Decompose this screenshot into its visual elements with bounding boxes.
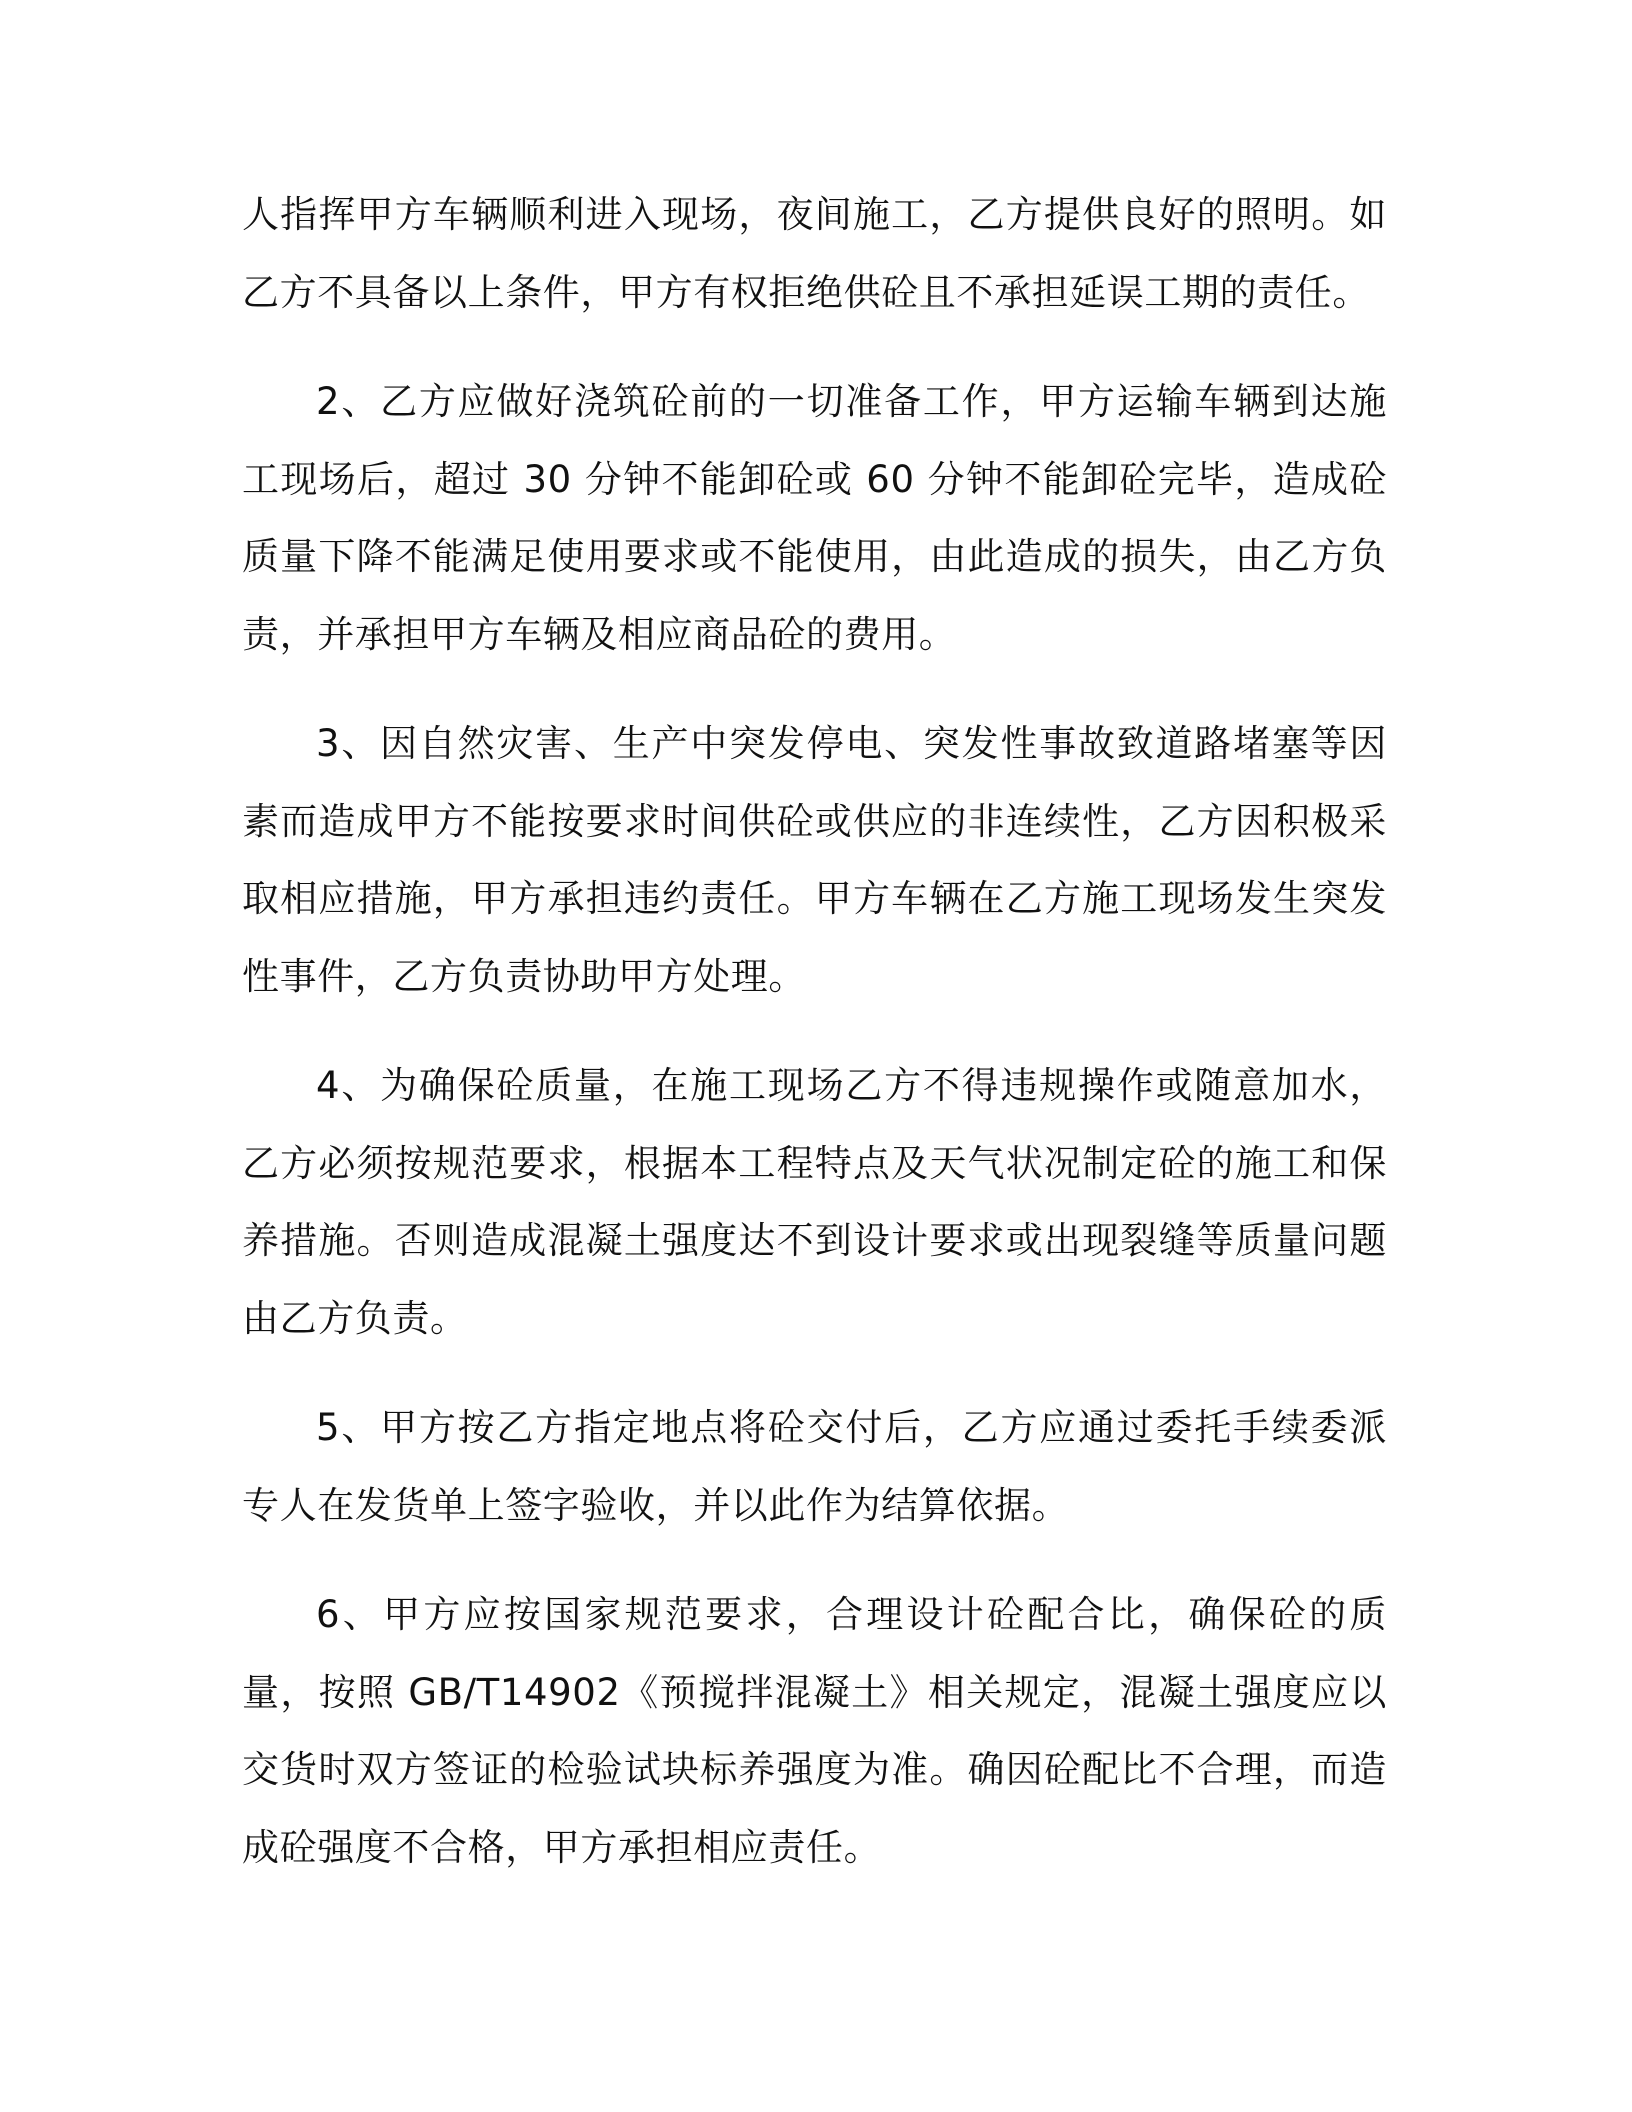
paragraph-clause-3: 3、因自然灾害、生产中突发停电、突发性事故致道路堵塞等因素而造成甲方不能按要求时间供砼或供应的非连续性，乙方因积极采取相应措施，甲方承担违约责任。甲方车辆在乙方施工现场发生突发性事件，乙方负责协助甲方处理。 [242,722,1387,998]
document-body [242,176,1387,1886]
paragraph-clause-2: 2、乙方应做好浇筑砼前的一切准备工作，甲方运输车辆到达施工现场后，超过 30 分钟不能卸砼或 60 分钟不能卸砼完毕，造成砼质量下降不能满足使用要求或不能使用，由此造成的损失，由乙方负责，并承担甲方车辆及相应商品砼的费用。 [242,380,1387,656]
paragraph-continuation: 人指挥甲方车辆顺利进入现场，夜间施工，乙方提供良好的照明。如乙方不具备以上条件，甲方有权拒绝供砼且不承担延误工期的责任。 [242,193,1387,314]
paragraph-clause-5: 5、甲方按乙方指定地点将砼交付后，乙方应通过委托手续委派专人在发货单上签字验收，并以此作为结算依据。 [242,1406,1387,1527]
paragraph-clause-6: 6、甲方应按国家规范要求，合理设计砼配合比，确保砼的质量，按照 GB/T14902《预搅拌混凝土》相关规定，混凝土强度应以交货时双方签证的检验试块标养强度为准。确因砼配比不合理，而造成砼强度不合格，甲方承担相应责任。 [242,1593,1387,1869]
paragraph-clause-4: 4、为确保砼质量，在施工现场乙方不得违规操作或随意加水，乙方必须按规范要求，根据本工程特点及天气状况制定砼的施工和保养措施。否则造成混凝土强度达不到设计要求或出现裂缝等质量问题由乙方负责。 [242,1064,1387,1340]
